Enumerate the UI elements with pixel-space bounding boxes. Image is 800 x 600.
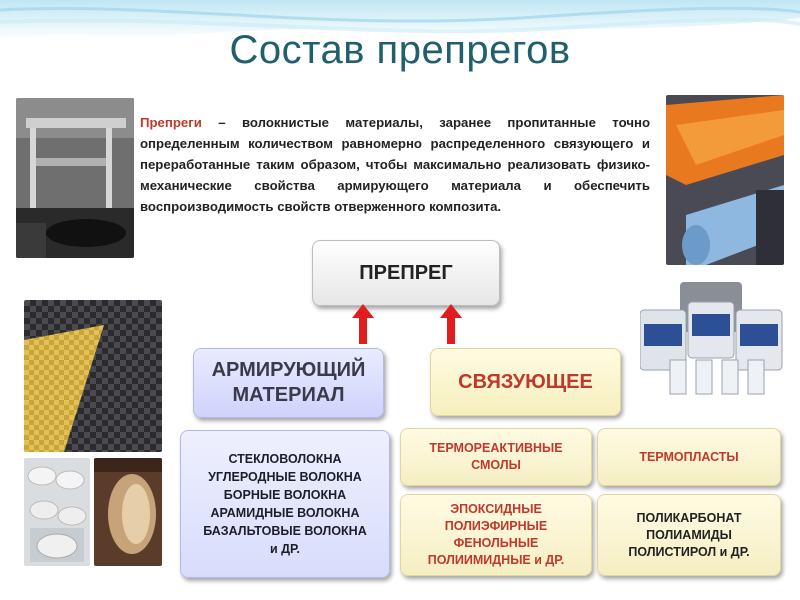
reinforcement-item: и ДР. [270,542,300,556]
thermoset-example: ПОЛИИМИДНЫЕ и ДР. [427,553,565,567]
reinforcement-item: АРАМИДНЫЕ ВОЛОКНА [210,506,360,520]
definition-term: Препреги [140,115,202,130]
thermoset-examples-box [400,494,592,576]
reinforcement-line-2: МАТЕРИАЛ [232,384,345,406]
reinforcement-item: СТЕКЛОВОЛОКНА [228,452,342,466]
reinforcement-line-1: АРМИРУЮЩИЙ [211,359,366,381]
reinforcement-list-box [180,430,390,578]
thermoplast-example: ПОЛИКАРБОНАТ [636,510,742,525]
prepreg-roll-photo [666,95,784,265]
fabric-photo [24,300,162,452]
thermoset-example: ПОЛИЭФИРНЫЕ [444,519,548,533]
thermoplast-box: ТЕРМОПЛАСТЫ [597,428,781,486]
thermoset-example: ЭПОКСИДНЫЕ [450,502,542,516]
thermoset-box [400,428,592,486]
up-arrow-right-icon [440,304,462,344]
thermoplast-examples-box [597,494,781,576]
page-title: Состав препрегов [229,28,571,72]
definition-body: – волокнистые материалы, заранее пропитанные точно определенным количеством равномерно распределенного связующего и переработанные таким образом, чтобы максимально реализовать физико-механические свойства армирующего материала и обеспечить воспроизводимость свойств отверженного композита. [140,115,650,214]
definition-text [140,112,650,217]
thermoset-line-1: ТЕРМОРЕАКТИВНЫЕ [429,441,563,455]
fiber-roll-photo [94,458,162,566]
up-arrow-left-icon [352,304,374,344]
prepreg-box: ПРЕПРЕГ [312,240,500,306]
epoxy-cans-photo [640,280,786,398]
thermoplast-example: ПОЛИАМИДЫ [646,527,732,542]
thermoset-example: ФЕНОЛЬНЫЕ [453,536,539,550]
reinforcement-item: БОРНЫЕ ВОЛОКНА [223,488,347,502]
reinforcement-item: УГЛЕРОДНЫЕ ВОЛОКНА [208,470,362,484]
thermoset-line-2: СМОЛЫ [471,458,521,472]
machine-photo [16,98,134,258]
reinforcement-box [193,348,384,418]
reinforcement-item: БАЗАЛЬТОВЫЕ ВОЛОКНА [203,524,367,538]
binder-box: СВЯЗУЮЩЕЕ [430,348,621,416]
thermoplast-example: ПОЛИСТИРОЛ и ДР. [628,544,750,559]
spools-photo [24,458,90,566]
